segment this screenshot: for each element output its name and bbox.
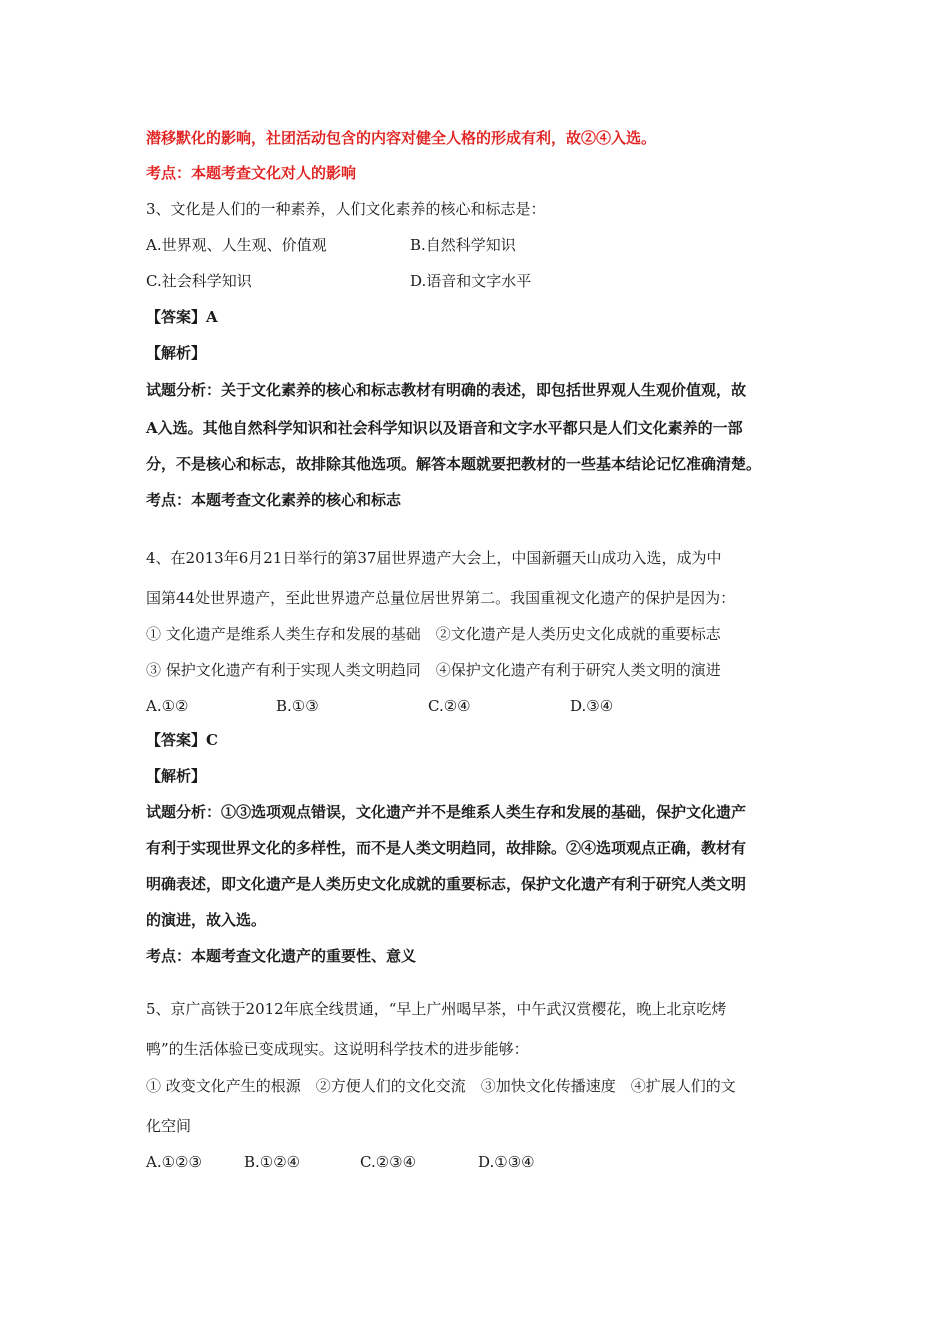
q4-option-a: A.①② (146, 697, 189, 715)
q3-analysis-line: A入选。其他自然科学知识和社会科学知识以及语音和文字水平都只是人们文化素养的一部 (146, 419, 743, 437)
q5-statement: 化空间 (146, 1117, 192, 1135)
q3-kaodian: 考点：本题考查文化素养的核心和标志 (146, 491, 402, 509)
q4-analysis-line: 明确表述，即文化遗产是人类历史文化成就的重要标志，保护文化遗产有利于研究人类文明 (146, 875, 747, 893)
q3-analysis-line: 分，不是核心和标志，故排除其他选项。解答本题就要把教材的一些基本结论记忆准确清楚。 (146, 455, 762, 473)
q3-stem: 3、文化是人们的一种素养，人们文化素养的核心和标志是： (146, 200, 546, 218)
q4-option-d: D.③④ (570, 697, 614, 715)
q4-kaodian: 考点：本题考查文化遗产的重要性、意义 (146, 947, 417, 965)
q5-stem-line: 鸭”的生活体验已变成现实。这说明科学技术的进步能够： (146, 1040, 529, 1058)
q5-statement: ① 改变文化产生的根源 ②方便人们的文化交流 ③加快文化传播速度 ④扩展人们的文 (146, 1077, 736, 1095)
q3-option-a: A.世界观、人生观、价值观 (146, 236, 327, 254)
q2-kaodian: 考点：本题考查文化对人的影响 (146, 164, 357, 182)
q3-analysis-line: 试题分析：关于文化素养的核心和标志教材有明确的表述，即包括世界观人生观价值观，故 (146, 381, 747, 399)
q3-option-b: B.自然科学知识 (410, 236, 516, 254)
q4-analysis-line: 的演进，故入选。 (146, 911, 267, 929)
q3-option-c: C.社会科学知识 (146, 272, 252, 290)
q4-statement: ③ 保护文化遗产有利于实现人类文明趋同 ④保护文化遗产有利于研究人类文明的演进 (146, 661, 721, 679)
q4-jiexi-heading: 【解析】 (146, 767, 207, 785)
q5-option-b: B.①②④ (244, 1153, 301, 1171)
q3-answer: 【答案】A (146, 308, 218, 326)
q4-statement: ① 文化遗产是维系人类生存和发展的基础 ②文化遗产是人类历史文化成就的重要标志 (146, 625, 721, 643)
q4-analysis-line: 试题分析：①③选项观点错误，文化遗产并不是维系人类生存和发展的基础，保护文化遗产 (146, 803, 747, 821)
q5-stem-line: 5、京广高铁于2012年底全线贯通，“早上广州喝早茶，中午武汉赏樱花，晚上北京吃烤 (146, 1000, 727, 1018)
q4-answer: 【答案】C (146, 731, 218, 749)
q3-jiexi-heading: 【解析】 (146, 344, 207, 362)
q5-option-c: C.②③④ (360, 1153, 417, 1171)
q4-stem-line: 4、在2013年6月21日举行的第37届世界遗产大会上，中国新疆天山成功入选，成为中 (146, 549, 722, 567)
q2-explanation-tail: 潜移默化的影响，社团活动包含的内容对健全人格的形成有利，故②④入选。 (146, 129, 657, 147)
q5-option-a: A.①②③ (146, 1153, 202, 1171)
q4-option-c: C.②④ (428, 697, 471, 715)
q5-option-d: D.①③④ (478, 1153, 535, 1171)
q3-option-d: D.语音和文字水平 (410, 272, 532, 290)
q4-option-b: B.①③ (276, 697, 319, 715)
q4-analysis-line: 有利于实现世界文化的多样性，而不是人类文明趋同，故排除。②④选项观点正确，教材有 (146, 839, 747, 857)
q4-stem-line: 国第44处世界遗产，至此世界遗产总量位居世界第二。我国重视文化遗产的保护是因为： (146, 589, 736, 607)
